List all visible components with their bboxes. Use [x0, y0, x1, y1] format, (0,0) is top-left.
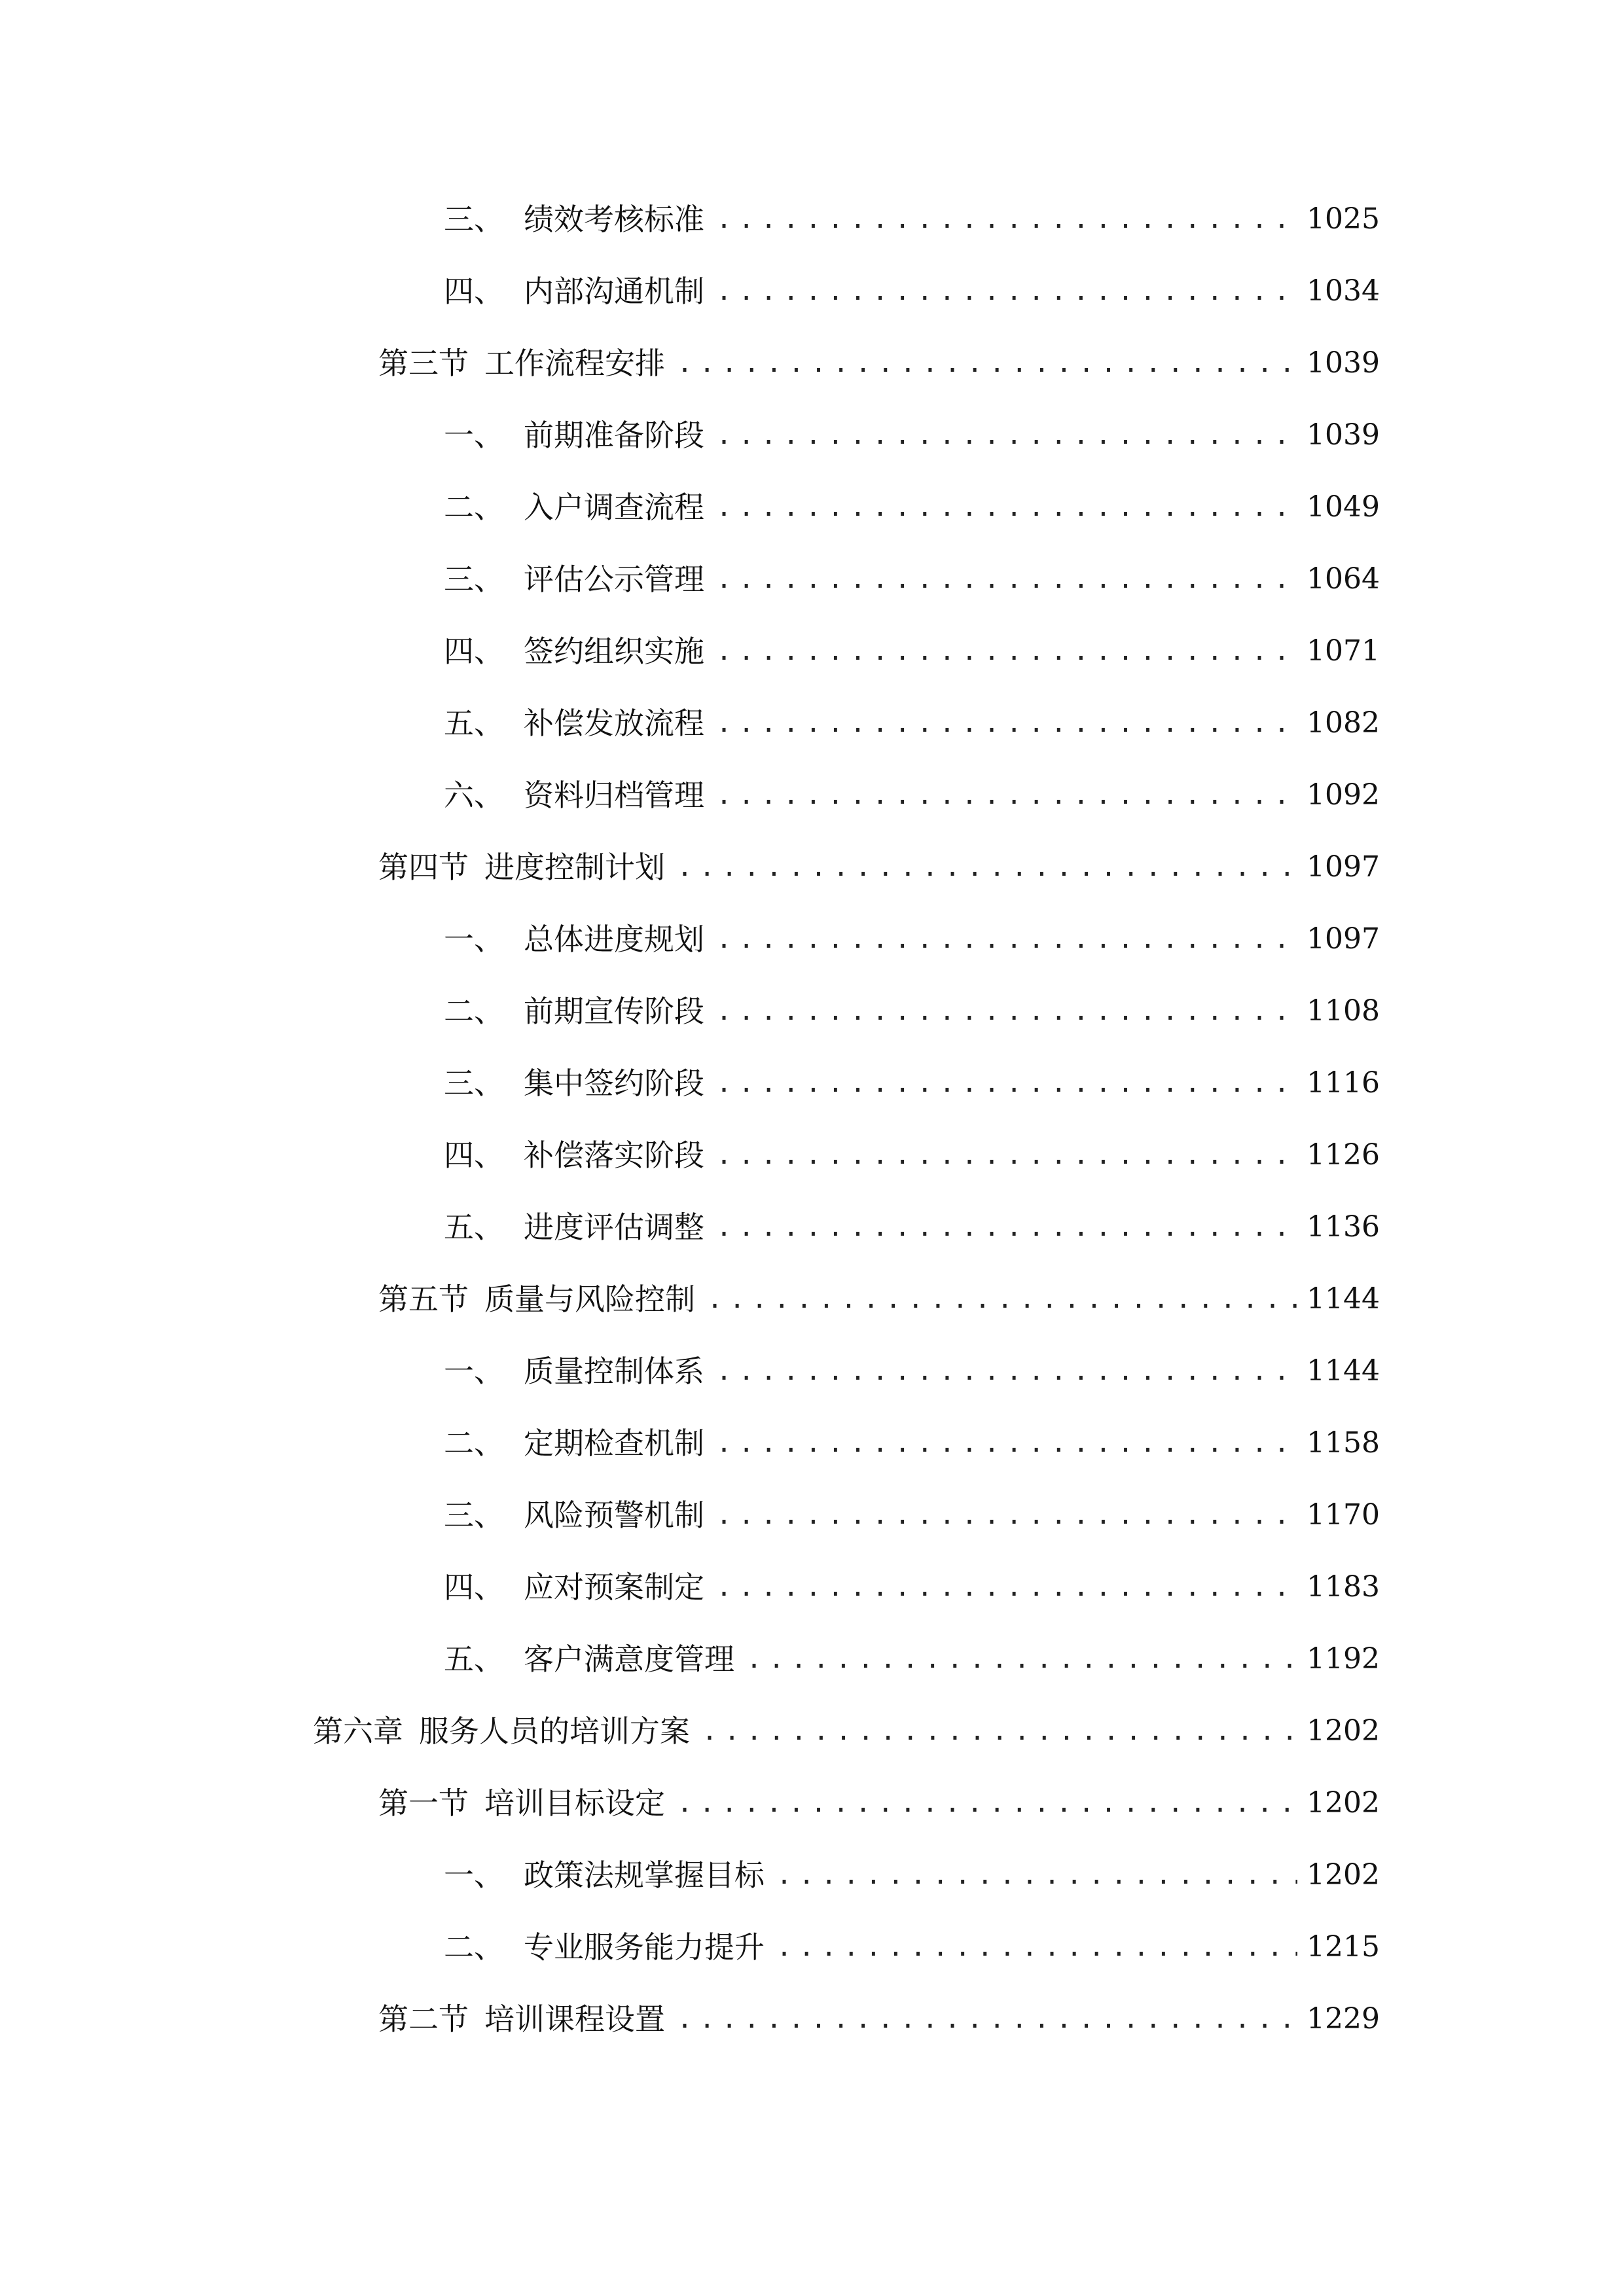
toc-entry-number: 五、 [444, 1210, 504, 1245]
dot-leader [716, 1198, 1297, 1257]
toc-entry-page: 1108 [1307, 994, 1380, 1028]
dot-leader [716, 1414, 1297, 1473]
toc-entry-number: 四、 [444, 1138, 504, 1173]
toc-entry[interactable] [444, 766, 1380, 825]
toc-entry-number: 第五节 [378, 1282, 469, 1317]
toc-entry-number: 四、 [444, 274, 504, 309]
toc-entry-title: 入户调查流程 [524, 490, 704, 525]
toc-entry-page: 1229 [1307, 2002, 1380, 2036]
toc-entry-number: 第二节 [378, 2001, 469, 2037]
dot-leader [716, 262, 1297, 321]
toc-entry[interactable] [378, 334, 1380, 393]
toc-entry[interactable] [444, 1414, 1380, 1473]
toc-entry-title: 进度控制计划 [484, 850, 665, 885]
toc-entry-number: 一、 [444, 418, 504, 453]
dot-leader [677, 1774, 1297, 1833]
toc-entry-page: 1192 [1307, 1642, 1380, 1676]
toc-entry-title: 客户满意度管理 [524, 1641, 734, 1677]
toc-entry[interactable] [378, 1774, 1380, 1833]
toc-entry-page: 1202 [1307, 1858, 1380, 1892]
toc-entry-title: 资料归档管理 [524, 778, 704, 813]
toc-entry[interactable] [444, 1198, 1380, 1257]
toc-entry[interactable] [444, 1126, 1380, 1185]
toc-entry[interactable] [444, 550, 1380, 609]
toc-entry-page: 1126 [1307, 1138, 1380, 1172]
toc-entry-page: 1116 [1307, 1066, 1380, 1100]
toc-entry-title: 培训目标设定 [484, 1785, 665, 1821]
toc-entry-page: 1049 [1307, 490, 1380, 524]
toc-entry-page: 1170 [1307, 1498, 1380, 1532]
dot-leader [716, 982, 1297, 1041]
dot-leader [702, 1702, 1297, 1761]
toc-entry-page: 1039 [1307, 418, 1380, 452]
toc-entry-number: 五、 [444, 1641, 504, 1677]
toc-entry-title: 绩效考核标准 [524, 202, 704, 237]
dot-leader [716, 1486, 1297, 1545]
toc-entry-page: 1136 [1307, 1210, 1380, 1244]
toc-entry-title: 前期宣传阶段 [524, 994, 704, 1029]
toc-entry[interactable] [444, 1630, 1380, 1689]
toc-entry-title: 工作流程安排 [484, 346, 665, 381]
toc-entry[interactable] [444, 622, 1380, 681]
toc-entry[interactable] [378, 1270, 1380, 1329]
dot-leader [716, 622, 1297, 681]
toc-entry-number: 六、 [444, 778, 504, 813]
dot-leader [677, 334, 1297, 393]
toc-entry[interactable] [444, 190, 1380, 249]
toc-entry-number: 一、 [444, 1857, 504, 1893]
toc-entry-title: 进度评估调整 [524, 1210, 704, 1245]
toc-entry-number: 一、 [444, 1354, 504, 1389]
toc-entry-page: 1097 [1307, 850, 1380, 884]
toc-entry-page: 1202 [1307, 1714, 1380, 1748]
toc-entry-page: 1082 [1307, 706, 1380, 740]
toc-entry-number: 四、 [444, 1570, 504, 1605]
toc-entry-number: 第六章 [313, 1713, 403, 1749]
toc-entry-title: 补偿落实阶段 [524, 1138, 704, 1173]
toc-entry-page: 1202 [1307, 1786, 1380, 1820]
toc-entry-title: 总体进度规划 [524, 922, 704, 957]
dot-leader [776, 1846, 1297, 1905]
toc-entry-page: 1064 [1307, 562, 1380, 596]
toc-entry-title: 专业服务能力提升 [524, 1929, 765, 1965]
toc-entry-title: 签约组织实施 [524, 634, 704, 669]
toc-entry-title: 质量与风险控制 [484, 1282, 695, 1317]
toc-entry-title: 质量控制体系 [524, 1354, 704, 1389]
toc-entry[interactable] [444, 406, 1380, 465]
toc-entry-page: 1183 [1307, 1570, 1380, 1604]
toc-entry-number: 第三节 [378, 346, 469, 381]
toc-entry-title: 补偿发放流程 [524, 706, 704, 741]
dot-leader [716, 406, 1297, 465]
dot-leader [677, 838, 1297, 897]
toc-entry-page: 1071 [1307, 634, 1380, 668]
toc-entry-number: 三、 [444, 1066, 504, 1101]
toc-entry-number: 一、 [444, 922, 504, 957]
toc-entry[interactable] [444, 1342, 1380, 1401]
toc-entry-number: 二、 [444, 1929, 504, 1965]
toc-entry-page: 1034 [1307, 274, 1380, 308]
toc-entry-number: 四、 [444, 634, 504, 669]
toc-entry-title: 政策法规掌握目标 [524, 1857, 765, 1893]
toc-entry-number: 五、 [444, 706, 504, 741]
toc-entry-title: 培训课程设置 [484, 2001, 665, 2037]
toc-entry[interactable] [444, 1846, 1380, 1905]
toc-entry[interactable] [378, 838, 1380, 897]
toc-entry-number: 三、 [444, 1498, 504, 1533]
toc-entry-page: 1215 [1307, 1930, 1380, 1964]
toc-entry-page: 1092 [1307, 778, 1380, 812]
toc-entry-title: 应对预案制定 [524, 1570, 704, 1605]
toc-entry[interactable] [444, 1918, 1380, 1977]
dot-leader [716, 766, 1297, 825]
toc-entry-page: 1039 [1307, 346, 1380, 380]
toc-entry-page: 1097 [1307, 922, 1380, 956]
toc-entry-title: 定期检查机制 [524, 1426, 704, 1461]
toc-entry[interactable] [444, 1486, 1380, 1545]
dot-leader [677, 1990, 1297, 2049]
toc-entry-page: 1025 [1307, 202, 1380, 236]
toc-entry-page: 1144 [1307, 1354, 1380, 1388]
dot-leader [716, 694, 1297, 753]
toc-entry-number: 二、 [444, 994, 504, 1029]
dot-leader [716, 1126, 1297, 1185]
toc-entry-page: 1158 [1307, 1426, 1380, 1460]
toc-entry[interactable] [444, 982, 1380, 1041]
toc-entry-number: 第一节 [378, 1785, 469, 1821]
toc-entry-number: 二、 [444, 490, 504, 525]
toc-entry[interactable] [444, 262, 1380, 321]
toc-entry-title: 评估公示管理 [524, 562, 704, 597]
toc-entry[interactable] [444, 1558, 1380, 1617]
toc-entry-title: 服务人员的培训方案 [419, 1713, 690, 1749]
toc-entry-number: 三、 [444, 202, 504, 237]
dot-leader [707, 1270, 1297, 1329]
toc-entry[interactable] [444, 478, 1380, 537]
dot-leader [716, 478, 1297, 537]
toc-entry-number: 第四节 [378, 850, 469, 885]
toc-entry[interactable] [313, 1702, 1380, 1761]
dot-leader [776, 1918, 1297, 1977]
toc-entry[interactable] [444, 910, 1380, 969]
toc-entry-number: 二、 [444, 1426, 504, 1461]
toc-entry[interactable] [444, 694, 1380, 753]
toc-entry[interactable] [378, 1990, 1380, 2049]
toc-entry-title: 集中签约阶段 [524, 1066, 704, 1101]
toc-entry-title: 风险预警机制 [524, 1498, 704, 1533]
dot-leader [716, 190, 1297, 249]
toc-entry-title: 前期准备阶段 [524, 418, 704, 453]
dot-leader [716, 1342, 1297, 1401]
dot-leader [716, 1054, 1297, 1113]
toc-entry[interactable] [444, 1054, 1380, 1113]
dot-leader [716, 910, 1297, 969]
toc-entry-page: 1144 [1307, 1282, 1380, 1316]
toc-entry-title: 内部沟通机制 [524, 274, 704, 309]
dot-leader [716, 1558, 1297, 1617]
dot-leader [716, 550, 1297, 609]
toc-entry-number: 三、 [444, 562, 504, 597]
dot-leader [746, 1630, 1297, 1689]
